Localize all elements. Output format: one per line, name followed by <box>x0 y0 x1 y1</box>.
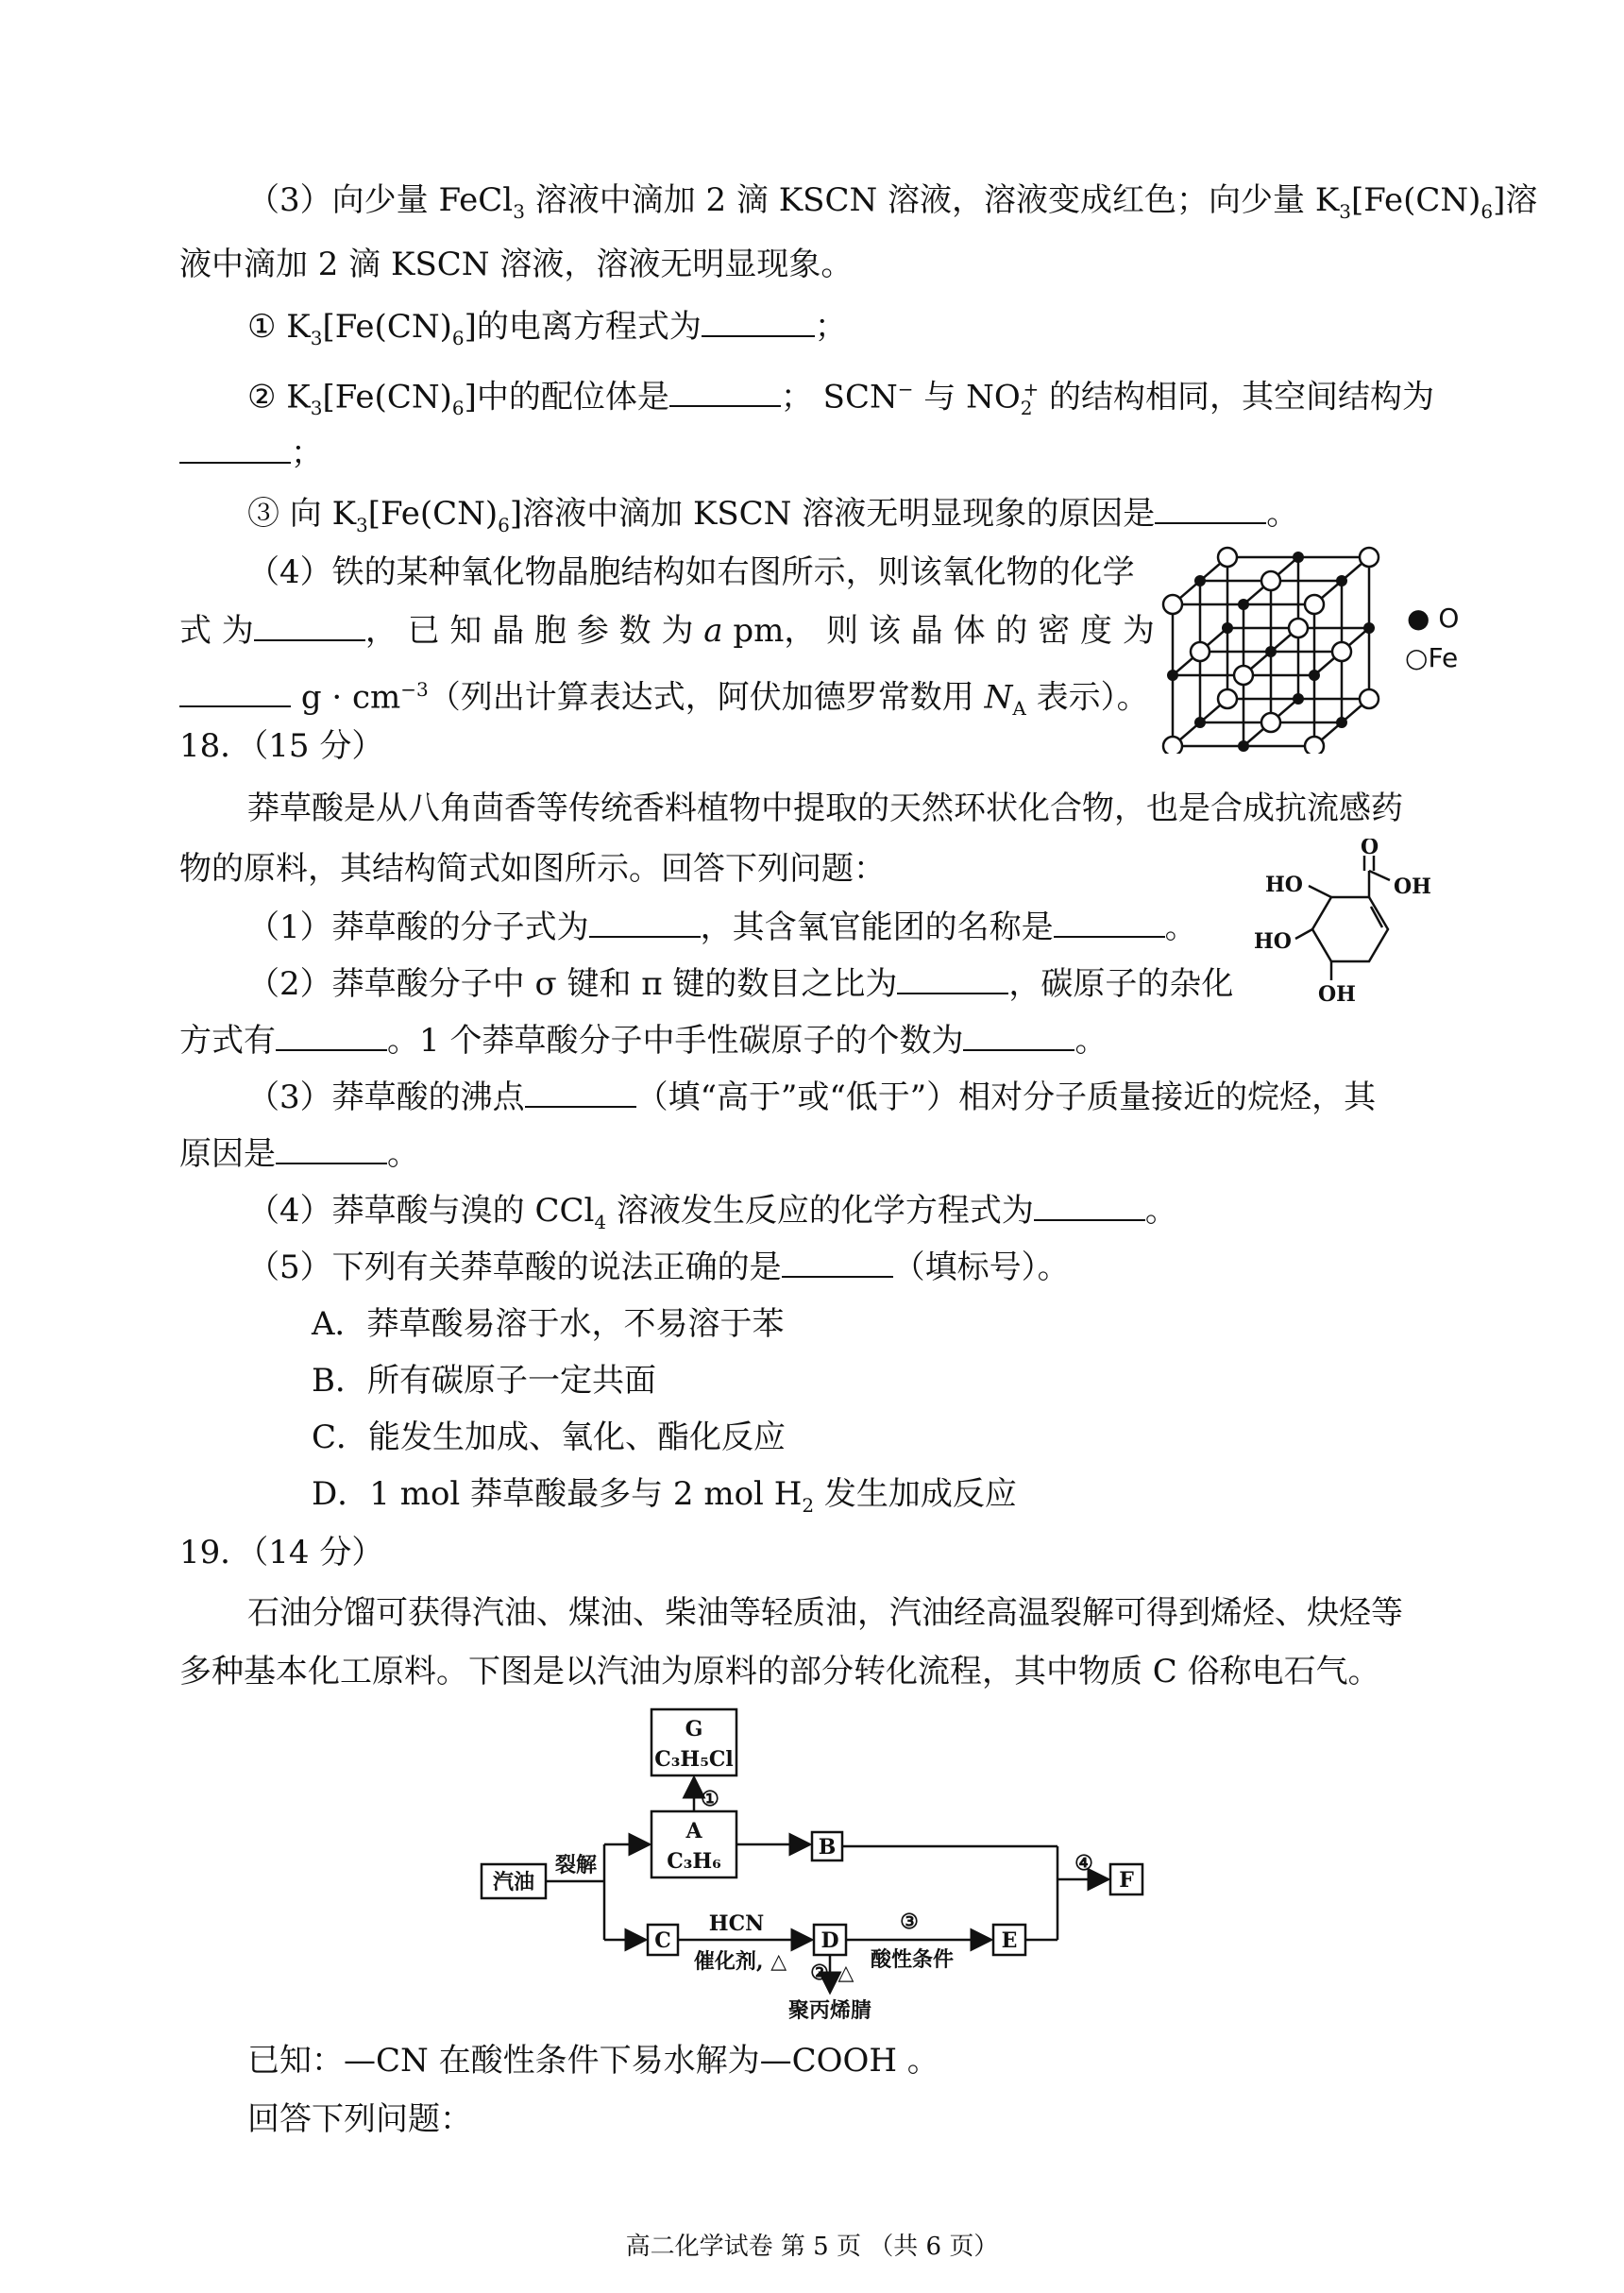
struct-ho-label: HO <box>1254 929 1292 954</box>
q19-intro1: 石油分馏可获得汽油、煤油、柴油等轻质油，汽油经高温裂解可得到烯烃、炔烃等 <box>247 1594 1403 1632</box>
answer-blank[interactable] <box>525 1078 636 1108</box>
step1-label: ① <box>701 1787 719 1811</box>
b-label: B <box>818 1835 837 1860</box>
q18-part2-cont: 方式有 。1 个莽草酸分子中手性碳原子的个数为 。 <box>179 1022 1108 1060</box>
q17-3-sub2-cont: ； <box>179 433 323 474</box>
q18-part1: （1）莽草酸的分子式为 ，其含氧官能团的名称是 。 <box>247 909 1197 946</box>
answer-blank[interactable] <box>276 1134 387 1164</box>
struct-o-label: O <box>1361 839 1379 859</box>
shikimic-acid-structure <box>1227 839 1454 1009</box>
g-label: G <box>685 1717 703 1741</box>
q19-header: 19．（14 分） <box>179 1534 384 1571</box>
answer-blank[interactable] <box>782 1248 893 1278</box>
q18-intro2: 物的原料，其结构简式如图所示。回答下列问题： <box>179 850 886 888</box>
q18-part5: （5）下列有关莽草酸的说法正确的是 （填标号）。 <box>247 1248 1070 1286</box>
q18-part3: （3）莽草酸的沸点 （填“高于”或“低于”）相对分子质量接近的烷烃，其 <box>247 1079 1377 1116</box>
crack-label: 裂解 <box>554 1853 598 1877</box>
filled-dot-icon: ● <box>1407 603 1430 634</box>
q17-3-line2: 液中滴加 2 滴 KSCN 溶液，溶液无明显现象。 <box>179 246 854 283</box>
a-formula: C₃H₆ <box>667 1849 721 1874</box>
q18-header: 18．（15 分） <box>179 727 384 765</box>
answer-blank[interactable] <box>276 1021 387 1051</box>
f-label: F <box>1119 1868 1134 1893</box>
crystal-cell-figure <box>1161 546 1397 754</box>
q17-4-line2: 式 为 ， 已 知 晶 胞 参 数 为 a pm， 则 该 晶 体 的 密 度 为 <box>179 612 1155 650</box>
struct-ho-label: HO <box>1265 873 1303 897</box>
q18-intro1: 莽草酸是从八角茴香等传统香料植物中提取的天然环状化合物，也是合成抗流感药 <box>247 790 1403 827</box>
q18-part3-cont: 原因是 。 <box>179 1135 419 1173</box>
legend-iron: ○Fe <box>1405 642 1459 673</box>
step3-label: ③ <box>900 1910 919 1934</box>
catalyst-label: 催化剂, △ <box>693 1949 787 1974</box>
page-footer: 高二化学试卷 第 5 页 （共 6 页） <box>625 2233 999 2261</box>
answer-blank[interactable] <box>702 307 815 337</box>
q17-3-sub3: ③ 向 $K_3[Fe(CN)_6]$溶液中滴加 KSCN 溶液无明显现象的原因是 。 <box>247 495 1299 536</box>
legend-oxygen: ● O <box>1407 603 1460 634</box>
answer-blank[interactable] <box>179 433 291 464</box>
answer-blank[interactable] <box>897 964 1008 994</box>
step2-label: ② <box>810 1961 829 1985</box>
d-label: D <box>820 1928 839 1953</box>
q17-3-line1: （3）向少量 FeCl$_3$ 溶液中滴加 2 滴 KSCN 溶液，溶液变成红色；向少量 $K_3[Fe(CN)_6]$溶 <box>247 181 1538 223</box>
product-label: 聚丙烯腈 <box>787 1998 872 2023</box>
q17-3-sub2: ② $K_3[Fe(CN)_6]$中的配位体是 ； SCN− 与 $NO_2^+$ 的结构相同，其空间结构为 <box>247 378 1435 420</box>
q17-3-text: （3）向少量 FeCl <box>247 181 514 219</box>
step4-label: ④ <box>1074 1851 1093 1876</box>
q18-option-c: C．能发生加成、氧化、酯化反应 <box>312 1418 787 1456</box>
delta-label: △ <box>837 1961 854 1985</box>
source-label: 汽油 <box>492 1870 535 1894</box>
answer-blank[interactable] <box>1155 494 1266 524</box>
hcn-label: HCN <box>708 1911 765 1936</box>
q19-intro2: 多种基本化工原料。下图是以汽油为原料的部分转化流程，其中物质 C 俗称电石气。 <box>179 1653 1380 1690</box>
hollow-dot-icon: ○ <box>1405 642 1429 673</box>
c-label: C <box>654 1928 671 1953</box>
e-label: E <box>1001 1928 1018 1953</box>
q17-4-line1: （4）铁的某种氧化物晶胞结构如右图所示，则该氧化物的化学 <box>247 553 1135 591</box>
q19-ask: 回答下列问题： <box>247 2100 472 2138</box>
q18-option-b: B．所有碳原子一定共面 <box>312 1362 656 1400</box>
answer-blank[interactable] <box>254 611 365 641</box>
acid-label: 酸性条件 <box>870 1947 955 1972</box>
q17-4-line3: $g \cdot cm^{-3}$（列出计算表达式，阿伏加德罗常数用 $N_A$ 表示）。 <box>179 669 1149 729</box>
conversion-flowchart <box>472 1700 1171 2030</box>
struct-oh-label: OH <box>1394 875 1431 899</box>
q18-option-d: D．1 mol 莽草酸最多与 2 mol $H_2$ 发生加成反应 <box>312 1475 1017 1517</box>
answer-blank[interactable] <box>669 377 781 407</box>
answer-blank[interactable] <box>1054 908 1165 938</box>
q17-3-sub1: ① $K_3[Fe(CN)_6]$的电离方程式为 ； <box>247 308 847 349</box>
answer-blank[interactable] <box>963 1021 1074 1051</box>
answer-blank[interactable] <box>589 908 701 938</box>
a-label: A <box>685 1819 702 1843</box>
q18-option-a: A．莽草酸易溶于水，不易溶于苯 <box>312 1305 785 1343</box>
struct-oh-label: OH <box>1318 982 1356 1007</box>
answer-blank[interactable] <box>1034 1191 1145 1221</box>
g-formula: C₃H₅Cl <box>654 1747 734 1772</box>
q18-part2: （2）莽草酸分子中 σ 键和 π 键的数目之比为 ，碳原子的杂化 <box>247 965 1234 1003</box>
answer-blank[interactable] <box>179 677 291 707</box>
q18-part4: （4）莽草酸与溴的 CCl$_4$ 溶液发生反应的化学方程式为 。 <box>247 1192 1177 1233</box>
q19-known: 已知：—CN 在酸性条件下易水解为—COOH 。 <box>247 2042 939 2080</box>
